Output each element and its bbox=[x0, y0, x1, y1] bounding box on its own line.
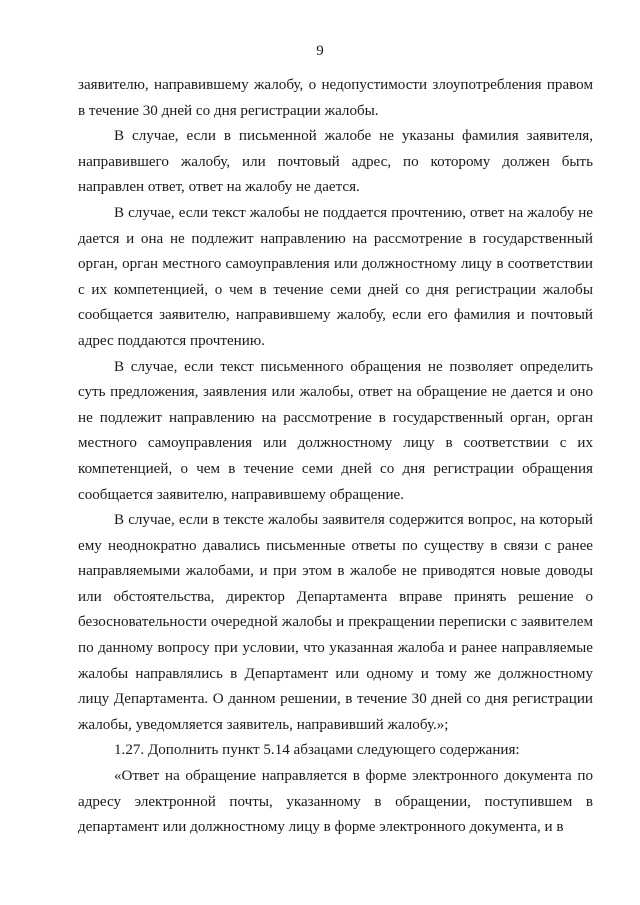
document-body bbox=[78, 73, 593, 841]
paragraph-unreadable-text: В случае, если текст жалобы не поддается прочтению, ответ на жалобу не дается и она не подлежит направлению на рассмотрение в государственный орган, орган местного самоуправления или должностному лицу в соответствии с их компетенцией, о чем в течение семи дней со дня регистрации жалобы сообщается заявителю, направившему жалобу, если его фамилия и почтовый адрес поддаются прочтению. bbox=[78, 204, 593, 349]
paragraph-amendment-1-27: 1.27. Дополнить пункт 5.14 абзацами следующего содержания: bbox=[114, 742, 520, 759]
paragraph-continuation: заявителю, направившему жалобу, о недопустимости злоупотребления правом в течение 30 дней со дня регистрации жалобы. bbox=[78, 77, 593, 119]
paragraph-missing-surname: В случае, если в письменной жалобе не указаны фамилия заявителя, направившего жалобу, или почтовый адрес, по которому должен быть направлен ответ, ответ на жалобу не дается. bbox=[78, 128, 593, 196]
paragraph-undefined-essence: В случае, если текст письменного обращения не позволяет определить суть предложения, заявления или жалобы, ответ на обращение не дается и оно не подлежит направлению на рассмотрение в государственный орган, орган местного самоуправления или должностному лицу в соответствии с их компетенцией, о чем в течение семи дней со дня регистрации обращения сообщается заявителю, направившему обращение. bbox=[78, 358, 593, 503]
paragraph-repeated-question: В случае, если в тексте жалобы заявителя содержится вопрос, на который ему неоднократно давались письменные ответы по существу в связи с ранее направляемыми жалобами, и при этом в жалобе не приводятся новые доводы или обстоятельства, директор Департамента вправе принять решение о безосновательности очередной жалобы и прекращении переписки с заявителем по данному вопросу при условии, что указанная жалоба и ранее направляемые жалобы направлялись в Департамент или одному и тому же должностному лицу Департамента. О данном решении, в течение 30 дней со дня регистрации жалобы, уведомляется заявитель, направивший жалобу.»; bbox=[78, 512, 593, 733]
page-number: 9 bbox=[316, 43, 324, 59]
paragraph-electronic-response: «Ответ на обращение направляется в форме электронного документа по адресу электронной почты, указанному в обращении, поступившем в департамент или должностному лицу в форме электронного документа, и в bbox=[78, 768, 593, 836]
